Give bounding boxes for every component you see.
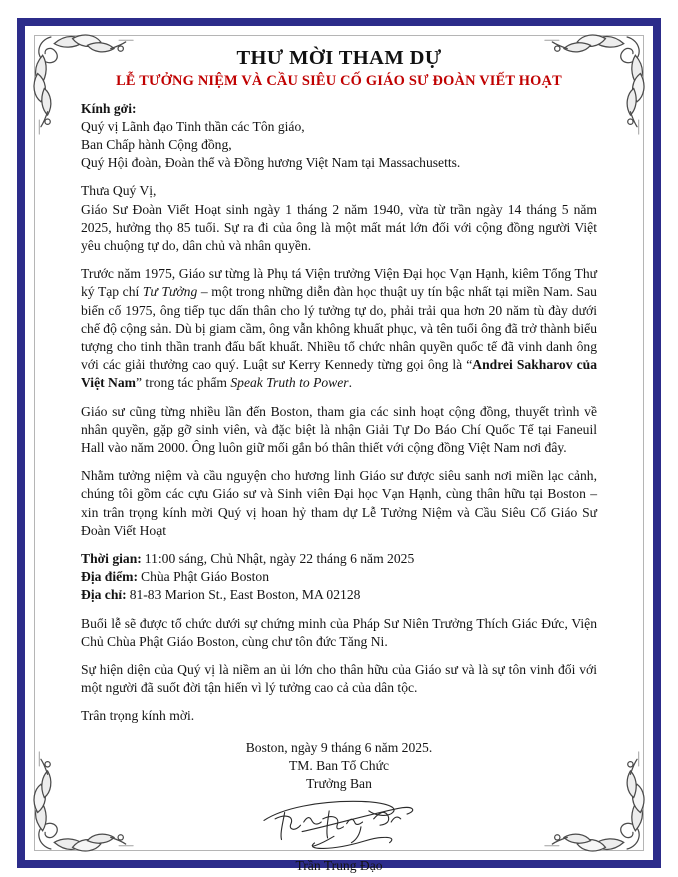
career-text: ” trong tác phẩm	[136, 375, 231, 391]
event-venue-line	[81, 568, 597, 586]
paragraph-career	[81, 265, 597, 392]
salutation: Thưa Quý Vị,	[81, 183, 157, 199]
role-line: Trưởng Ban	[306, 776, 372, 792]
recipients-block	[81, 100, 597, 173]
recipients-label: Kính gởi:	[81, 100, 137, 116]
paragraph-invitation: Nhằm tưởng niệm và cầu nguyện cho hương linh Giáo sư được siêu sanh nơi miền lạc cảnh, chúng tôi gồm các cựu Giáo sư và Sinh viên Đại học Vạn Hạnh, cùng thân hữu tại Boston – xin trân trọng kính mời Quý vị hoan hỷ tham dự Lễ Tưởng Niệm và Cầu Siêu Cố Giáo Sư Đoàn Viết Hoạt	[81, 468, 597, 538]
sakharov-quote-bold: Andrei Sakharov của Việt Nam	[81, 357, 597, 391]
recipient-line: Ban Chấp hành Cộng đồng,	[81, 137, 232, 152]
career-text: .	[348, 375, 352, 391]
recipient-line: Quý vị Lãnh đạo Tinh thần các Tôn giáo,	[81, 118, 305, 134]
handwritten-signature	[247, 795, 432, 857]
signatory-name: Trần Trung Đạo	[295, 858, 383, 874]
intro-paragraph	[81, 182, 597, 255]
paragraph-boston: Giáo sư cũng từng nhiều lần đến Boston, tham gia các sinh hoạt cộng đồng, thuyết trình về nhân quyền, gặp gỡ sinh viên, và đặc biệt là nhận Giải Tự Do Báo Chí Quốc Tế tại Faneuil Hall vào năm 2000. Ông luôn giữ mối gắn bó thân thiết với cộng đồng Việt Nam nơi đây.	[81, 403, 597, 456]
navy-border-frame	[17, 18, 661, 874]
paragraph-presence: Sự hiện diện của Quý vị là niềm an ủi lớn cho thân hữu của Giáo sư và là sự tôn vinh đối với một người đã suốt đời tận hiến vì lý tưởng cao cả của dân tộc.	[81, 662, 597, 696]
recipient-line: Quý Hội đoàn, Đoàn thể và Đồng hương Việt Nam tại Massachusetts.	[81, 155, 461, 171]
event-address-label: Địa chỉ:	[81, 587, 127, 603]
event-address-line	[81, 586, 597, 604]
journal-name-italic: Tư Tưởng	[142, 284, 198, 300]
career-text: – một trong những diễn đàn học thuật uy tín bậc nhất tại miền Nam. Sau biến cố 1975, ông tiếp tục dấn thân cho lý tưởng tự do, phải trải qua hơn 20 năm tù đày dưới chế độ cộng sản. Dù bị giam cầm, ông vẫn không khuất phục, và tên tuổi ông đã trở thành biểu tượng cho tinh thần tranh đấu bất khuất. Nhiều tổ chức nhân quyền quốc tế đã vinh danh ông với các giải thưởng cao quý. Luật sư Kerry Kennedy từng gọi ông là “	[81, 284, 597, 373]
book-title-italic: Speak Truth to Power	[230, 375, 349, 391]
closing-invite-line: Trân trọng kính mời.	[81, 708, 195, 724]
event-time-label: Thời gian:	[81, 551, 142, 567]
letter-subtitle: LỄ TƯỞNG NIỆM VÀ CẦU SIÊU CỐ GIÁO SƯ ĐOÀN VIẾT HOẠT	[116, 72, 562, 89]
event-address-value: 81-83 Marion St., East Boston, MA 02128	[129, 587, 361, 603]
event-time-value: 11:00 sáng, Chủ Nhật, ngày 22 tháng 6 năm 2025	[144, 551, 415, 567]
event-details-block	[81, 550, 597, 605]
place-date-line: Boston, ngày 9 tháng 6 năm 2025.	[245, 739, 433, 755]
career-text: Trước năm 1975, Giáo sư từng là Phụ tá Viện trưởng Viện Đại học Vạn Hạnh, kiêm Tổng Thư ký Tạp chí	[81, 266, 597, 300]
signoff-block	[81, 739, 597, 876]
event-venue-value: Chùa Phật Giáo Boston	[141, 569, 270, 585]
paragraph-intro: Giáo Sư Đoàn Viết Hoạt sinh ngày 1 tháng 2 năm 1940, vừa từ trần ngày 14 tháng 5 năm 2025, hưởng thọ 85 tuổi. Sự ra đi của ông là một mất mát lớn đối với cộng đồng người Việt yêu chuộng tự do, dân chủ và nhân quyền.	[81, 201, 597, 254]
paragraph-ceremony: Buổi lễ sẽ được tổ chức dưới sự chứng minh của Pháp Sư Niên Trưởng Thích Giác Đức, Viện Chủ Chùa Phật Giáo Boston, cùng chư tôn đức Tăng Ni.	[81, 615, 597, 649]
letter-title: THƯ MỜI THAM DỰ	[236, 47, 442, 69]
event-venue-label: Địa điểm:	[81, 569, 139, 585]
letter-body	[25, 26, 653, 874]
organizing-committee-line: TM. Ban Tổ Chức	[288, 757, 389, 773]
event-time-line	[81, 550, 597, 568]
